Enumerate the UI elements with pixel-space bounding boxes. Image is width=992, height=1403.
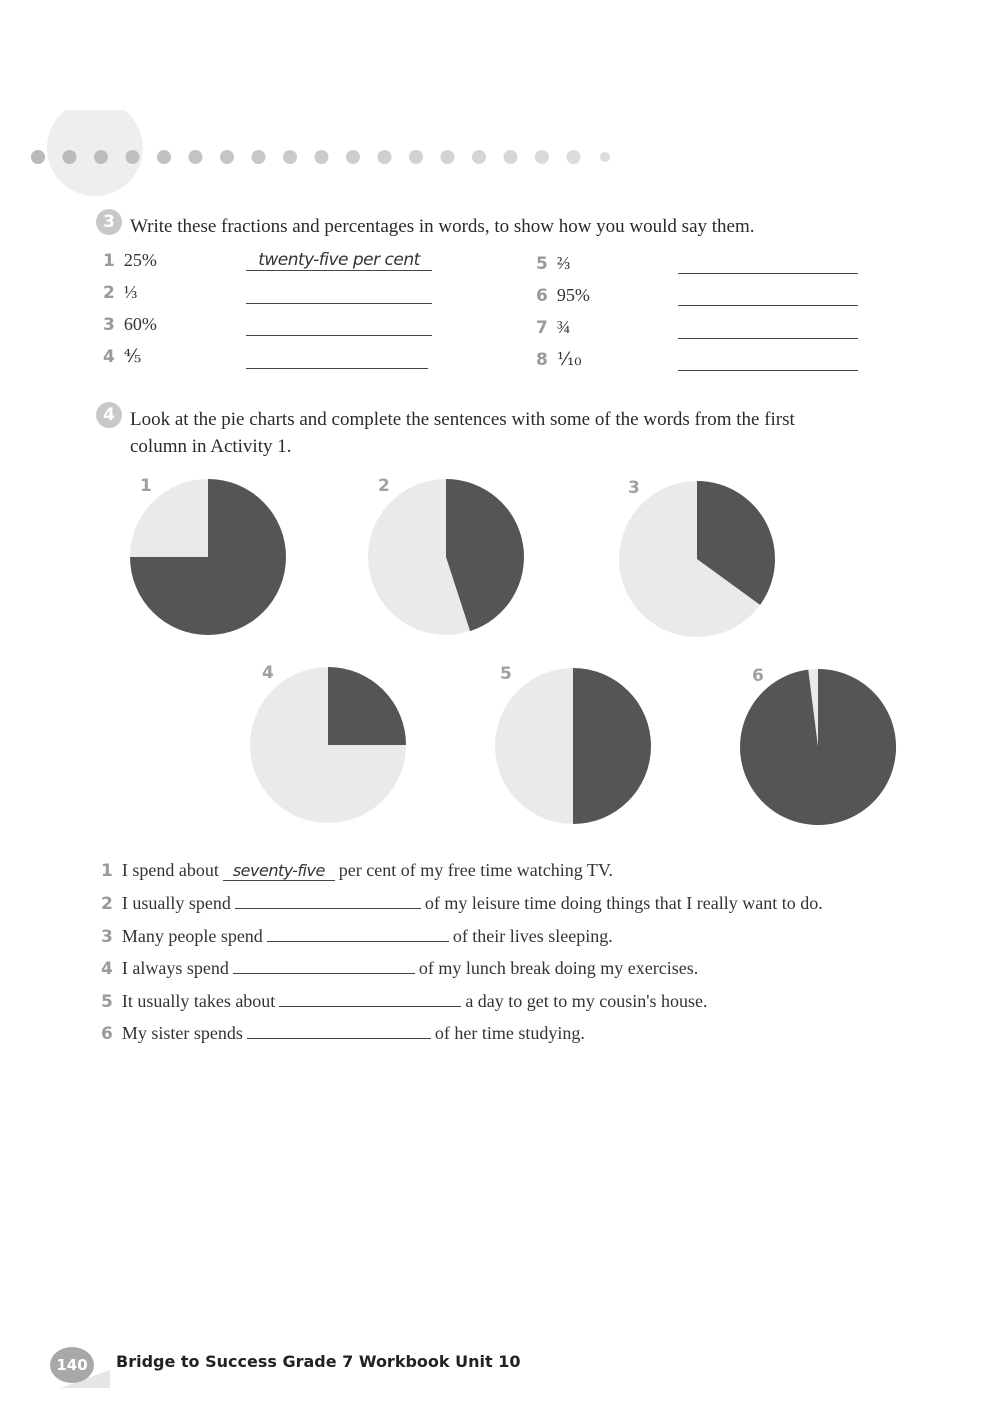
pie-chart-label-3: 3 (628, 478, 640, 498)
activity-3-item-3: 3 60% (103, 314, 157, 335)
sentence-2: 2 I usually spend of my leisure time doing things that I really want to do. (101, 893, 823, 914)
activity-3-item-7: 7 ¾ (536, 317, 571, 338)
pie-chart-label-2: 2 (378, 476, 390, 496)
sentence-2-blank[interactable] (235, 894, 421, 909)
footer-title: Bridge to Success Grade 7 Workbook Unit 10 (116, 1352, 521, 1371)
sentence-1: 1 I spend about seventy-five per cent of my free time watching TV. (101, 860, 614, 881)
sentence-5-blank[interactable] (279, 992, 461, 1007)
pie-slice-dark (328, 667, 406, 745)
activity-3-item-8: 8 ⅒ (536, 349, 582, 370)
sentence-4-blank[interactable] (233, 959, 415, 974)
sentence-5: 5 It usually takes about a day to get to my cousin's house. (101, 991, 708, 1012)
activity-4-instruction-line-1: Look at the pie charts and complete the sentences with some of the words from the first (130, 409, 795, 430)
activity-4-number: 4 (96, 402, 122, 428)
pie-slice-dark (573, 668, 651, 824)
pie-chart-3 (619, 481, 775, 637)
activity-3-item-2: 2 ⅓ (103, 282, 138, 303)
sentence-3-blank[interactable] (267, 927, 449, 942)
activity-3-item-6: 6 95% (536, 285, 590, 306)
activity-3-number: 3 (96, 209, 122, 235)
activity-3-item-4: 4 ⅘ (103, 346, 142, 367)
activity-3-answer-1[interactable]: twenty-five per cent (246, 250, 432, 271)
activity-3-instruction: Write these fractions and percentages in words, to show how you would say them. (130, 216, 755, 237)
pie-chart-label-5: 5 (500, 664, 512, 684)
pie-chart-4 (250, 667, 406, 823)
pie-slice-dark (740, 669, 896, 825)
sentence-1-answer[interactable]: seventy-five (223, 861, 335, 881)
pie-chart-label-1: 1 (140, 476, 152, 496)
sentence-6: 6 My sister spends of her time studying. (101, 1023, 585, 1044)
pie-chart-1 (130, 479, 286, 635)
pie-chart-label-4: 4 (262, 663, 274, 683)
sentence-4: 4 I always spend of my lunch break doing my exercises. (101, 958, 699, 979)
sentence-6-blank[interactable] (247, 1024, 431, 1039)
activity-3-item-1: 1 25% (103, 250, 157, 271)
sentence-3: 3 Many people spend of their lives sleeping. (101, 926, 613, 947)
activity-4-instruction-line-2: column in Activity 1. (130, 436, 292, 457)
pie-chart-5 (495, 668, 651, 824)
page-number: 140 (50, 1347, 94, 1383)
pie-chart-2 (368, 479, 524, 635)
pie-chart-6 (740, 669, 896, 825)
activity-3-item-5: 5 ⅔ (536, 253, 571, 274)
page-footer (50, 1340, 550, 1390)
pie-chart-label-6: 6 (752, 666, 764, 686)
